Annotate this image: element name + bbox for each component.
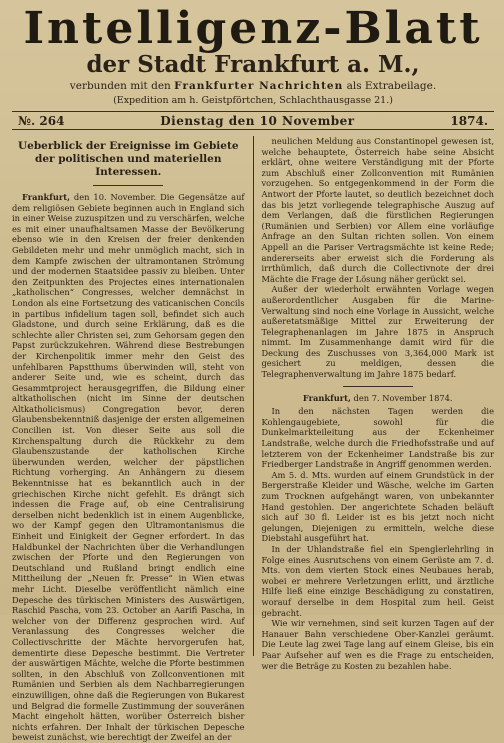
headline-divider: [93, 185, 163, 186]
right-dateline: [262, 393, 495, 404]
left-headline: Ueberblick der Ereignisse im Gebiete der politischen und materiellen Interessen.: [17, 140, 239, 178]
connected-suffix: als Extrabeilage.: [346, 80, 437, 92]
issue-year: 1874.: [450, 113, 488, 128]
bottom-rule: [12, 129, 494, 130]
column-rule: [253, 136, 254, 656]
right-para-4: Am 5. d. Mts. wurden auf einem Grundstück in der Bergerstraße Kleider und Wäsche, welche im Garten zum Trocknen aufgehängt waren, von unbekannter Hand gestohlen. Der angerichtete Schaden beläuft sich auf 30 fl. Leider ist es bis jetzt noch nicht gelungen, Diejenigen zu ermitteln, welche diese Diebstahl ausgeführt hat.: [261, 469, 494, 544]
masthead: [12, 3, 494, 107]
masthead-title: Intelligenz-Blatt: [23, 3, 483, 54]
masthead-connected: [12, 79, 494, 93]
dateline: [12, 112, 494, 129]
left-lead: Frankfurt,: [22, 192, 70, 202]
issue-date: Dienstag den 10 November: [160, 113, 355, 128]
right-column: [261, 136, 495, 671]
right-para-3: In den nächsten Tagen werden die Kohlengaugebiete, sowohl für die Dunkelmarkteileitung aus der Eckenheimer Landstraße, welche durch die Friedhofsstraße und auf letzterem von der Eckenheimer Landstraße bis zur Friedberger Landstraße in Angriff genommen werden.: [261, 406, 494, 470]
right-intro: neulichen Meldung aus Constantinopel gewesen ist, welche behauptete, Österreich habe seine Absicht erklärt, ohne weitere Verständigung mit der Pforte zum Abschluß einer Zollconvention mit Rumänien vorzugehen. So entgegenkommend in der Form die Antwort der Pforte lautet, so deutlich bezeichnet doch das bis jetzt vorliegende telegraphische Auszug auf dem Verlangen, daß die fürstlichen Regierungen (Rumänien und Serbien) vor Allem eine vorläufige Anfrage an den Sultan richten sollen. Von einem Appell an die Pariser Vertragsmächte ist keine Rede; andererseits aber erweist sich die Forderung als irrthümlich, daß durch die Collectivnote der drei Mächte die Frage der Lösung näher gerückt sei.: [261, 136, 494, 284]
connected-paper: Frankfurter Nachrichten: [174, 80, 344, 92]
left-text: den 10. November. Die Gegensätze auf dem religiösen Gebiete beginnen auch in England sich in einer Weise zuzuspitzen und zu verschärfen, welche es mit einer unaufhaltsamen Masse der Bevölkerung ebenso wie in den Kreisen der freier denkenden Gebildeten mehr und mehr unmöglich macht, sich in dem Kampfe zwischen der ultramontanen Strömung und der modernen Staatsidee passiv zu bleiben. Unter den Zeitpunkten des Projectes eines internationalen „katholischen“ Congresses, welcher demnächst in London als eine Fortsetzung des vaticanischen Concils in partibus infidelium tagen soll, befindet sich auch Gladstone, und durch seine Erklärung, daß es die schlechte aller Christen sei, zum Gehorsam gegen den Papst zurückzukehren. Während diese Bestrebungen der Kirchenpolitik immer mehr den Geist des unfehlbaren Papstthums überwinden will, steht von anderer Seite und, wie es scheint, durch das Gesammtproject herausgegriffen, die Bildung einer altkatholischen (nicht im Sinne der deutschen Altkatholicismus) Congregation bevor, deren Glaubensbekenntniß dasjenige der ersten allgemeinen Concilien ist. Von dieser Seite aus soll die Kirchenspaltung durch die Rückkehr zu dem Glaubenszustande der katholischen Kirche überwunden werden, welcher der päpstlichen Richtung vorherging. An Anhängern zu diesem Bekenntnisse hat es bekanntlich auch in der griechischen Kirche nicht gefehlt. Es drängt sich indessen die Frage auf, ob eine Centralisirung derselben nicht bedenklich ist in einem Augenblicke, wo der Kampf gegen den Ultramontanismus die Einheit und Einigkeit der Gegner erfordert. In das Haldbunkel der Nachrichten über die Verhandlungen zwischen der Pforte und den Regierungen von Deutschland und Rußland bringt endlich eine Mittheilung der „Neuen fr. Presse“ in Wien etwas mehr Licht. Dieselbe veröffentlicht nämlich eine Depesche des türkischen Ministers des Auswärtigen, Raschid Pascha, vom 23. October an Aarifi Pascha, in welcher von der Differenz gesprochen wird. Auf Veranlassung des Congresses welcher die Collectivschritte der Mächte hervorgerufen hat, dementirte diese Depesche bestimmt. Die Vertreter der auswärtigen Mächte, welche die Pforte bestimmen sollten, in den Abschluß von Zollconventionen mit Rumänien und Serbien als dem Nachbarregierungen einzuwilligen, ohne daß die Regierungen von Bukarest und Belgrad die formelle Zustimmung der souveränen Macht eingeholt hätten, worüber Österreich bisher nichts erfahren. Der Inhalt der türkischen Depesche beweist zunächst, wie berechtigt der Zweifel an der: [12, 192, 245, 743]
right-lead: Frankfurt,: [302, 392, 351, 403]
masthead-expedition: (Expedition am h. Geistpförtchen, Schlachthausgasse 21.): [113, 95, 393, 106]
columns: [12, 136, 494, 743]
right-para-5: In der Uhlandstraße fiel ein Spenglerlehrling in Folge eines Ausrutschens von einem Gerüste am 7. d. Mts. von dem vierten Stock eines Neubaues herab, wobei er mehrere Verletzungen erlitt, und ärztliche Hilfe ließ eine einzige Beschädigung zu constatiren, worauf derselbe in dem Hospital zum heil. Geist gebracht.: [261, 543, 494, 618]
masthead-subtitle: der Stadt Frankfurt a. M.,: [86, 51, 420, 78]
left-column: [12, 136, 245, 743]
section-divider: [343, 386, 413, 387]
connected-prefix: verbunden mit den: [69, 80, 171, 92]
left-article: [12, 192, 245, 743]
right-para-6: Wie wir vernehmen, sind seit kurzen Tagen auf der Hanauer Bahn verschiedene Ober-Kanzlei geräumt. Die Leute lag zwei Tage lang auf einem Gleise, bis ein Paar Aufseher auf wen es die Frage zu entscheiden, wer die Beträge zu Kosten zu bezahlen habe.: [261, 618, 494, 671]
right-para-2: Außer der wiederholt erwähnten Vorlage wegen außerordentlicher Ausgaben für die Marine-Verwaltung sind noch eine Vorlage in Aussicht, welche außeretatsmäßige Mittel zur Erweiterung der Telegraphenanlagen im Jahre 1875 in Anspruch nimmt. Im Zusammenhange damit wird für die Deckung des Zuschusses von 3,364,000 Mark ist gesichert zu meldigen, dessen die Telegraphenverwaltung im Jahre 1875 bedarf.: [261, 284, 494, 380]
right-lead-date: den 7. November 1874.: [350, 392, 453, 403]
issue-number: №. 264: [18, 113, 65, 128]
